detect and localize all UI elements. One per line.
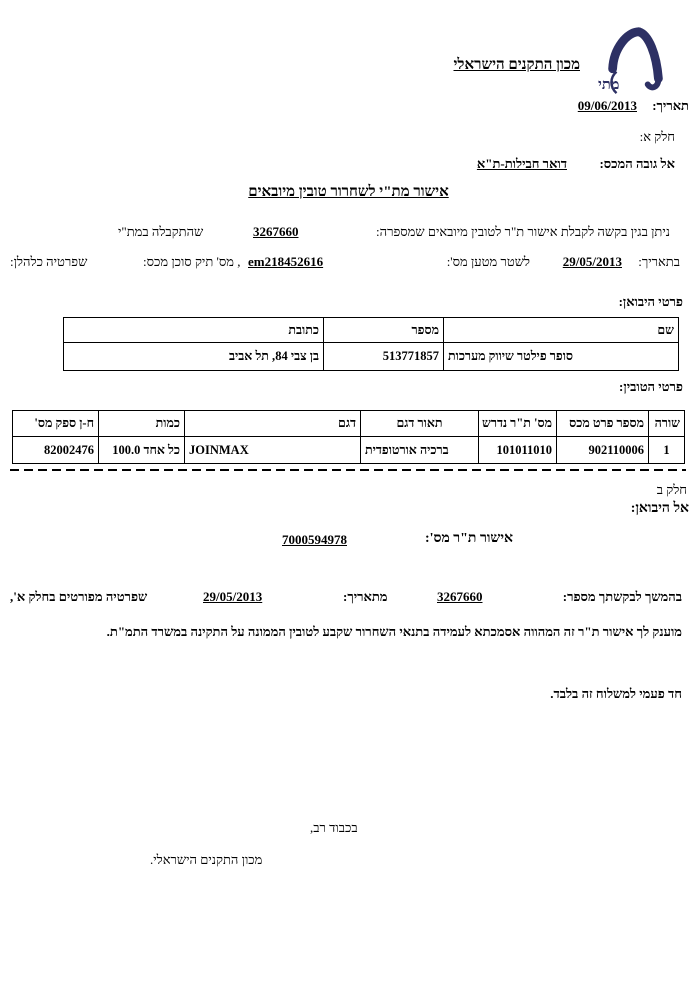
goods-col-row: שורה — [649, 411, 685, 437]
customs-office-label: אל גובה המכס: — [599, 156, 675, 171]
org-title: מכון התקנים הישראלי — [453, 57, 580, 73]
agent-file-label: , מס' תיק סוכן מכס: — [143, 254, 241, 269]
goods-col-supplier-invoice: ח-ן ספק מס' — [13, 411, 99, 437]
importer-col-name: שם — [444, 318, 679, 343]
goods-data-row — [13, 437, 685, 464]
part-a-heading: חלק א: — [639, 129, 675, 144]
bill-of-lading-value: em218452616 — [248, 254, 324, 269]
followup-from-date-value: 29/05/2013 — [203, 589, 263, 604]
goods-customs-item: 902110006 — [557, 437, 649, 464]
request-clause: ניתן בגין בקשה לקבלת אישור ת"ר לטובין מיובאים שמספרה: — [376, 224, 670, 239]
importer-address: בן צבי 84, תל אביב — [64, 343, 324, 371]
importer-col-number: מספר — [324, 318, 444, 343]
logo-text: מתי — [598, 77, 620, 94]
followup-details-label: שפרטיה מפורטים בחלק א', — [10, 589, 148, 604]
importer-data-row — [64, 343, 679, 371]
goods-row-no: 1 — [649, 437, 685, 464]
document-title: אישור מת"י לשחרור טובין מיובאים — [248, 184, 449, 200]
on-date-value: 29/05/2013 — [562, 254, 622, 269]
followup-ref-label: בהמשך לבקשתך מספר: — [562, 589, 682, 604]
goods-col-quantity: כמות — [99, 411, 185, 437]
goods-header-row — [13, 411, 685, 437]
approval-label: אישור ת"ר מס': — [424, 531, 513, 546]
goods-table — [12, 410, 685, 464]
received-at-clause: שהתקבלה במת"י — [118, 224, 204, 239]
on-date-label: בתאריך: — [638, 254, 680, 269]
goods-standard-no: 101011010 — [479, 437, 557, 464]
importer-name: סופר פילטר שיווק מערכות — [444, 343, 679, 371]
regards-line: בכבוד רב, — [310, 820, 358, 835]
goods-col-customs-item: מספר פרט מכס — [557, 411, 649, 437]
grant-paragraph: מוענק לך אישור ת"ר זה המהווה אסמכתא לעמידה בתנאי השחרור שקבע לטובין הממונה על התקינה במשרד התמ"ת. — [106, 624, 682, 639]
goods-col-standard-no: מס' ת"ר נדרש — [479, 411, 557, 437]
customs-office-value: דואר חבילות-ת"א — [476, 156, 567, 171]
importer-header-row — [64, 318, 679, 343]
goods-model-desc: ברכיה אורטופדית — [361, 437, 479, 464]
goods-col-model-desc: תאור דגם — [361, 411, 479, 437]
approval-number: 7000594978 — [282, 532, 347, 547]
sii-logo — [597, 24, 675, 103]
followup-from-date-label: מתאריך: — [343, 589, 388, 604]
followup-ref-number: 3267660 — [437, 589, 483, 604]
signature-org: מכון התקנים הישראלי. — [150, 852, 263, 867]
goods-col-model: דגם — [185, 411, 361, 437]
date-value: 09/06/2013 — [577, 98, 637, 113]
to-importer-label: אל היבואן: — [630, 501, 689, 516]
goods-quantity: 100.0 כל אחד — [99, 437, 185, 464]
importer-number: 513771857 — [324, 343, 444, 371]
importer-heading: פרטי היבואן: — [618, 294, 683, 309]
one-time-note: חד פעמי למשלוח זה בלבד. — [550, 686, 682, 701]
part-b-heading: חלק ב — [656, 482, 687, 497]
dashed-separator — [10, 469, 686, 471]
importer-table — [63, 317, 679, 371]
bill-of-lading-label: לשטר מטען מס': — [446, 254, 530, 269]
date-label: תאריך: — [652, 98, 689, 113]
details-suffix: שפרטיה כלהלן: — [10, 254, 88, 269]
goods-supplier-invoice: 82002476 — [13, 437, 99, 464]
sii-logo-icon — [597, 24, 675, 98]
request-number: 3267660 — [253, 224, 299, 239]
goods-model: JOINMAX — [185, 437, 361, 464]
goods-heading: פרטי הטובין: — [619, 379, 683, 394]
importer-col-address: כתובת — [64, 318, 324, 343]
